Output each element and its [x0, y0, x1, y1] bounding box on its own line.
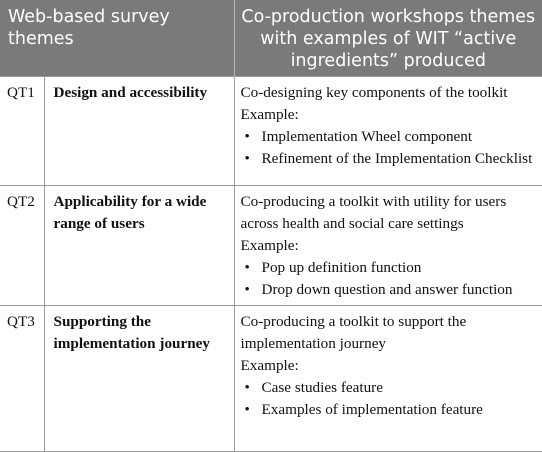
list-item: [241, 148, 537, 170]
row-theme: Supporting the implementation journey: [44, 306, 234, 452]
list-item-text: Implementation Wheel component: [261, 128, 473, 145]
list-item: [241, 399, 537, 421]
bullet-icon: •: [244, 128, 250, 145]
example-label: Example:: [240, 357, 299, 374]
table-row: [0, 186, 542, 306]
row-theme: Design and accessibility: [44, 77, 234, 186]
table-row: [0, 77, 542, 186]
row-id: QT2: [0, 186, 44, 306]
row-description: [234, 306, 542, 452]
example-list: [241, 257, 537, 301]
list-item-text: Refinement of the Implementation Checklist: [261, 150, 533, 167]
table-row: [0, 306, 542, 452]
row-id: QT1: [0, 77, 44, 186]
header-row: [0, 0, 542, 77]
row-intro: Co-producing a toolkit to support the implementation journey: [240, 313, 467, 352]
example-list: [241, 377, 537, 421]
bullet-icon: •: [244, 401, 250, 418]
list-item-text: Pop up definition function: [261, 259, 422, 276]
row-description: [234, 77, 542, 186]
row-intro: Co-designing key components of the toolkit: [240, 84, 508, 101]
list-item-text: Examples of implementation feature: [261, 401, 483, 418]
header-survey-themes: Web-based survey themes: [0, 0, 234, 77]
list-item: [241, 279, 537, 301]
list-item-text: Case studies feature: [261, 379, 383, 396]
header-workshop-themes: Co-production workshops themes with examples of WIT “active ingredients” produced: [234, 0, 542, 77]
bullet-icon: •: [244, 150, 250, 167]
list-item-text: Drop down question and answer function: [261, 281, 513, 298]
list-item: [241, 257, 537, 279]
row-description: [234, 186, 542, 306]
row-id: QT3: [0, 306, 44, 452]
row-theme: Applicability for a wide range of users: [44, 186, 234, 306]
row-intro: Co-producing a toolkit with utility for users across health and social care settings: [240, 193, 507, 232]
bullet-icon: •: [244, 259, 250, 276]
bullet-icon: •: [244, 281, 250, 298]
bullet-icon: •: [244, 379, 250, 396]
example-label: Example:: [240, 237, 299, 254]
example-list: [241, 126, 537, 170]
example-label: Example:: [240, 106, 299, 123]
list-item: [241, 126, 537, 148]
list-item: [241, 377, 537, 399]
